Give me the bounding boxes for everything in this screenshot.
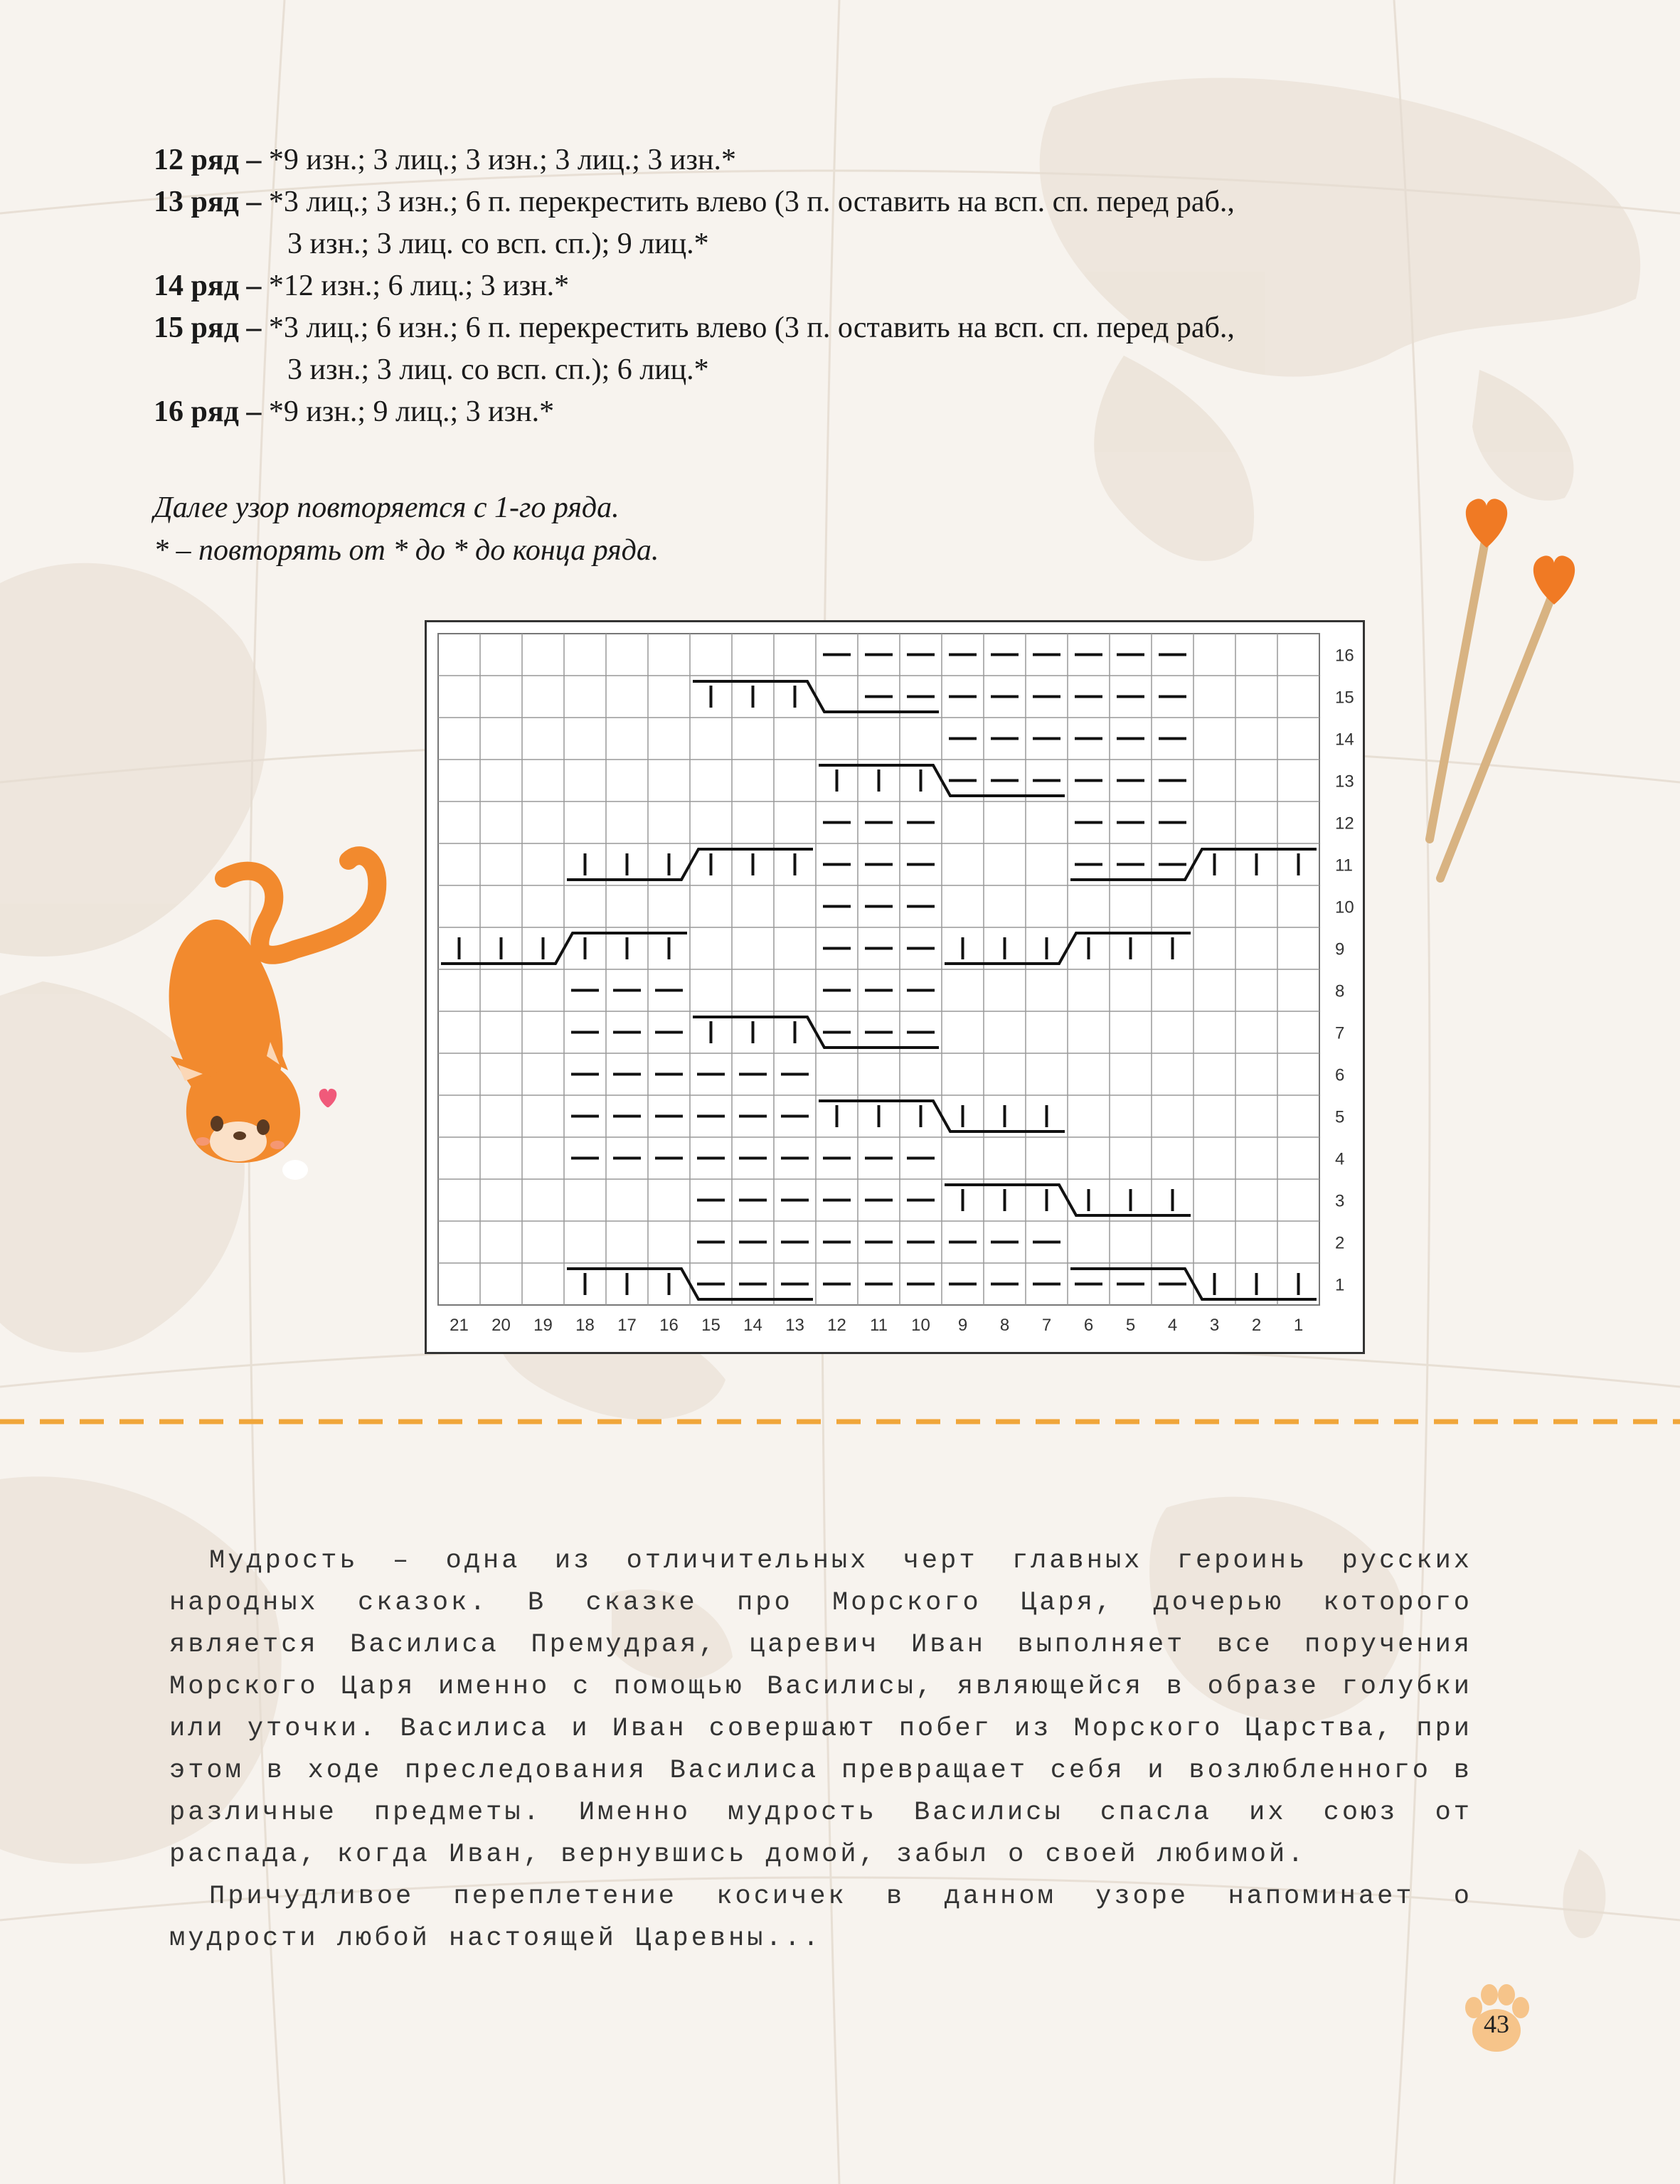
column-number-label: 6 xyxy=(1083,1316,1094,1335)
cat-nose xyxy=(233,1131,246,1140)
row-number-label: 6 xyxy=(1335,1065,1345,1085)
cat-tail xyxy=(224,856,377,955)
row-14: 14 ряд – *12 изн.; 6 лиц.; 3 изн.* xyxy=(154,270,570,302)
row-16: 16 ряд – *9 изн.; 9 лиц.; 3 изн.* xyxy=(154,395,555,428)
row-12: 12 ряд – *9 изн.; 3 лиц.; 3 изн.; 3 лиц.; 3 изн.* xyxy=(154,144,736,176)
dashed-divider xyxy=(0,1419,1680,1424)
row-number-label: 11 xyxy=(1335,856,1353,875)
column-number-label: 21 xyxy=(450,1316,469,1335)
row-number-label: 10 xyxy=(1335,897,1354,917)
row-number-label: 9 xyxy=(1335,939,1345,959)
knitting-chart-svg xyxy=(427,622,1363,1352)
needle-right xyxy=(1440,590,1554,878)
column-number-label: 17 xyxy=(617,1316,637,1335)
column-number-label: 11 xyxy=(870,1316,888,1335)
column-number-label: 19 xyxy=(533,1316,553,1335)
row-number-label: 1 xyxy=(1335,1275,1345,1295)
row-number-label: 13 xyxy=(1335,772,1354,792)
heart-icon xyxy=(319,1089,337,1107)
row-number-label: 2 xyxy=(1335,1233,1345,1253)
column-number-label: 14 xyxy=(743,1316,762,1335)
row-number-label: 8 xyxy=(1335,981,1345,1001)
row-number-label: 12 xyxy=(1335,814,1354,833)
row-number-label: 15 xyxy=(1335,688,1354,708)
row-number-label: 16 xyxy=(1335,646,1354,666)
row-number-label: 3 xyxy=(1335,1191,1345,1211)
heart-icon xyxy=(1533,555,1575,604)
row-13: 13 ряд – *3 лиц.; 3 изн.; 6 п. перекрестить влево (3 п. оставить на всп. сп. перед раб., xyxy=(154,186,1235,218)
knitting-chart xyxy=(425,620,1365,1354)
column-number-label: 15 xyxy=(701,1316,721,1335)
column-number-label: 1 xyxy=(1293,1316,1304,1335)
story-paragraph-2: Причудливое переплетение косичек в данном узоре напоминает о мудрости любой настоящей Царевны... xyxy=(169,1882,1472,1954)
column-number-label: 7 xyxy=(1041,1316,1052,1335)
page-number: 43 xyxy=(1484,2010,1509,2038)
row-number-label: 14 xyxy=(1335,730,1354,750)
repeat-note: Далее узор повторяется с 1-го ряда. xyxy=(154,491,620,524)
column-number-label: 12 xyxy=(827,1316,846,1335)
row-number-label: 7 xyxy=(1335,1023,1345,1043)
row-number-label: 4 xyxy=(1335,1149,1345,1169)
story-paragraph-1: Мудрость – одна из отличительных черт главных героинь русских народных сказок. В сказке про Морского Царя, дочерью которого является Василиса Премудрая, царевич Иван выполняет все поручения Морского Царя именно с помощью Василисы, являющейся в образе голубки или уточки. Василиса и Иван совершают побег из Морского Царства, при этом в ходе преследования Василиса превращает себя и возлюбленного в различные предметы. Именно мудрость Василисы спасла их союз от распада, когда Иван, вернувшись домой, забыл о своей любимой. xyxy=(169,1546,1472,1870)
column-number-label: 10 xyxy=(911,1316,930,1335)
knitting-needles-illustration xyxy=(1408,491,1593,889)
asterisk-note: * – повторять от * до * до конца ряда. xyxy=(154,534,659,567)
row-number-label: 5 xyxy=(1335,1107,1345,1127)
column-number-label: 18 xyxy=(575,1316,595,1335)
column-number-label: 13 xyxy=(785,1316,804,1335)
pattern-notes xyxy=(154,486,659,572)
cat-paw xyxy=(282,1160,308,1180)
page-number-paw xyxy=(1460,1983,1533,2057)
cat-eye-right xyxy=(257,1119,270,1135)
column-number-label: 4 xyxy=(1167,1316,1178,1335)
cat-illustration xyxy=(153,843,395,1198)
story-text xyxy=(169,1540,1472,1960)
column-number-label: 16 xyxy=(659,1316,679,1335)
column-number-label: 3 xyxy=(1209,1316,1220,1335)
column-number-label: 2 xyxy=(1251,1316,1262,1335)
column-number-label: 9 xyxy=(957,1316,968,1335)
cat-eye-left xyxy=(211,1116,223,1131)
row-15-continuation: 3 изн.; 3 лиц. со всп. сп.); 6 лиц.* xyxy=(287,353,709,386)
column-number-label: 20 xyxy=(491,1316,511,1335)
column-number-label: 5 xyxy=(1125,1316,1136,1335)
row-instructions xyxy=(154,139,1505,433)
row-13-continuation: 3 изн.; 3 лиц. со всп. сп.); 9 лиц.* xyxy=(287,228,709,260)
column-number-label: 8 xyxy=(999,1316,1010,1335)
row-15: 15 ряд – *3 лиц.; 6 изн.; 6 п. перекрестить влево (3 п. оставить на всп. сп. перед раб., xyxy=(154,311,1235,344)
heart-icon xyxy=(1466,499,1507,548)
